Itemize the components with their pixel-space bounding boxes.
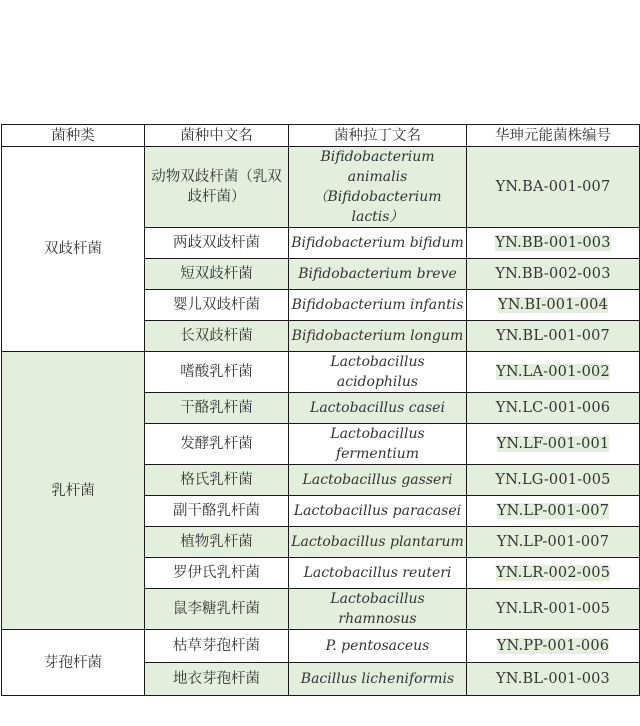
strain-code: YN.LP-001-007 xyxy=(496,503,610,519)
latin-name-cell: Lactobacillus paracasei xyxy=(289,496,467,527)
chinese-name-cell: 植物乳杆菌 xyxy=(145,527,289,558)
chinese-name-cell: 副干酪乳杆菌 xyxy=(145,496,289,527)
strain-code-cell xyxy=(467,321,640,352)
latin-name-cell: Lactobacillus rhamnosus xyxy=(289,589,467,630)
strain-code-cell xyxy=(467,465,640,496)
latin-name-cell: Bifidobacterium animalis（Bifidobacterium lactis） xyxy=(289,147,467,228)
table-header-row xyxy=(2,125,640,147)
strain-code: YN.BB-001-003 xyxy=(495,235,611,251)
header-latin-name: 菌种拉丁文名 xyxy=(289,125,467,147)
chinese-name-cell: 嗜酸乳杆菌 xyxy=(145,352,289,393)
chinese-name-cell: 罗伊氏乳杆菌 xyxy=(145,558,289,589)
category-cell: 双歧杆菌 xyxy=(2,147,145,352)
strain-code: YN.LF-001-001 xyxy=(496,436,610,452)
strain-code-cell xyxy=(467,147,640,228)
latin-name-cell: Lactobacillus gasseri xyxy=(289,465,467,496)
strain-code-cell xyxy=(467,558,640,589)
table-row xyxy=(2,352,640,393)
strain-code: YN.PP-001-006 xyxy=(496,638,610,654)
latin-name-cell: Bacillus licheniformis xyxy=(289,663,467,696)
strain-code: YN.LP-001-007 xyxy=(496,534,610,550)
chinese-name-cell: 地衣芽孢杆菌 xyxy=(145,663,289,696)
strain-code-cell xyxy=(467,393,640,424)
strain-code-cell xyxy=(467,496,640,527)
latin-name-cell: Bifidobacterium bifidum xyxy=(289,228,467,259)
chinese-name-cell: 鼠李糖乳杆菌 xyxy=(145,589,289,630)
strain-code: YN.LC-001-006 xyxy=(495,400,611,416)
strain-code-cell xyxy=(467,663,640,696)
chinese-name-cell: 动物双歧杆菌（乳双歧杆菌） xyxy=(145,147,289,228)
header-strain-code: 华珅元能菌株编号 xyxy=(467,125,640,147)
chinese-name-cell: 格氏乳杆菌 xyxy=(145,465,289,496)
table-row xyxy=(2,147,640,228)
category-cell: 芽孢杆菌 xyxy=(2,630,145,696)
strain-code-cell xyxy=(467,527,640,558)
strain-code: YN.BB-002-003 xyxy=(495,266,611,282)
chinese-name-cell: 长双歧杆菌 xyxy=(145,321,289,352)
strain-table xyxy=(1,124,640,696)
latin-name-cell: Lactobacillus plantarum xyxy=(289,527,467,558)
strain-code: YN.LG-001-005 xyxy=(495,472,611,488)
strain-code: YN.BL-001-003 xyxy=(496,671,610,687)
strain-code-cell xyxy=(467,589,640,630)
chinese-name-cell: 两歧双歧杆菌 xyxy=(145,228,289,259)
strain-code: YN.BI-001-004 xyxy=(497,297,609,313)
category-cell: 乳杆菌 xyxy=(2,352,145,630)
latin-name-cell: Bifidobacterium longum xyxy=(289,321,467,352)
header-chinese-name: 菌种中文名 xyxy=(145,125,289,147)
strain-code-cell xyxy=(467,290,640,321)
latin-name-cell: Lactobacillus reuteri xyxy=(289,558,467,589)
table-row xyxy=(2,630,640,663)
strain-code-cell xyxy=(467,630,640,663)
strain-code-cell xyxy=(467,259,640,290)
strain-code-cell xyxy=(467,228,640,259)
strain-code: YN.LR-002-005 xyxy=(495,565,611,581)
chinese-name-cell: 婴儿双歧杆菌 xyxy=(145,290,289,321)
chinese-name-cell: 干酪乳杆菌 xyxy=(145,393,289,424)
strain-code: YN.LA-001-002 xyxy=(496,364,610,380)
latin-name-cell: Bifidobacterium infantis xyxy=(289,290,467,321)
strain-code: YN.BL-001-007 xyxy=(496,328,610,344)
strain-code-cell xyxy=(467,352,640,393)
chinese-name-cell: 发酵乳杆菌 xyxy=(145,424,289,465)
latin-name-cell: P. pentosaceus xyxy=(289,630,467,663)
latin-name-cell: Lactobacillus fermentium xyxy=(289,424,467,465)
strain-code: YN.BA-001-007 xyxy=(495,179,611,195)
chinese-name-cell: 短双歧杆菌 xyxy=(145,259,289,290)
latin-name-cell: Lactobacillus casei xyxy=(289,393,467,424)
latin-name-cell: Lactobacillus acidophilus xyxy=(289,352,467,393)
header-category: 菌种类 xyxy=(2,125,145,147)
strain-code-cell xyxy=(467,424,640,465)
latin-name-cell: Bifidobacterium breve xyxy=(289,259,467,290)
chinese-name-cell: 枯草芽孢杆菌 xyxy=(145,630,289,663)
strain-code: YN.LR-001-005 xyxy=(495,601,611,617)
